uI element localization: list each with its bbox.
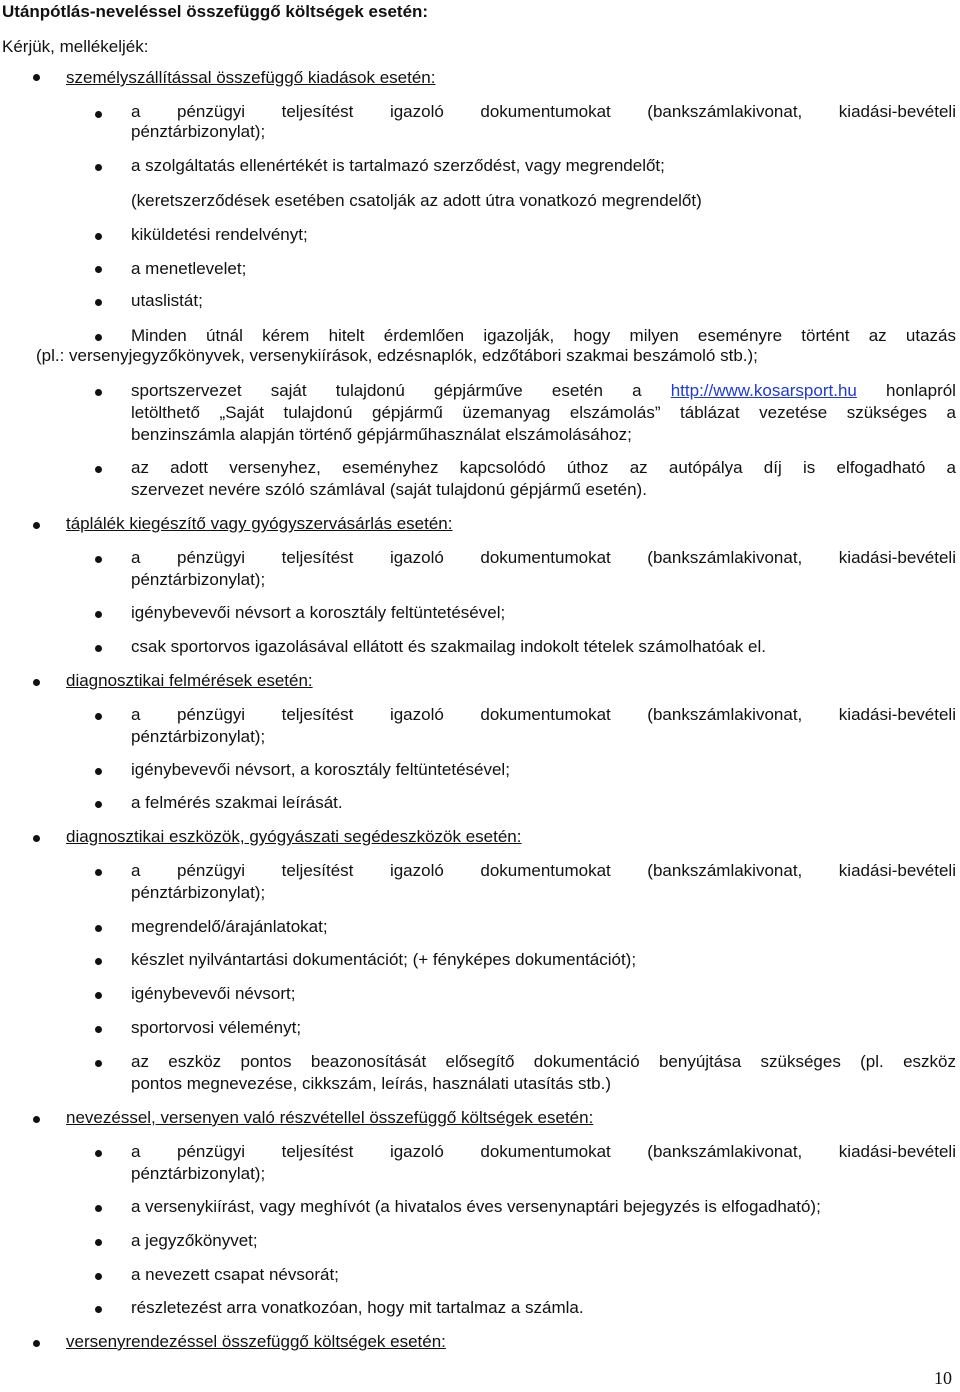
- bullet-icon: [95, 266, 102, 273]
- bullet-icon: [33, 835, 40, 842]
- list-item-cont: pénztárbizonylat);: [131, 883, 266, 902]
- section-heading-5: nevezéssel, versenyen való részvétellel összefüggő költségek esetén:: [66, 1108, 594, 1127]
- list-item: a versenykiírást, vagy meghívót (a hivatalos éves versenynaptári bejegyzés is elfogadható);: [131, 1197, 821, 1216]
- bullet-icon: [95, 611, 102, 618]
- list-item: a nevezett csapat névsorát;: [131, 1265, 339, 1284]
- list-item-cont: pénztárbizonylat);: [131, 727, 266, 746]
- list-item: [131, 381, 956, 401]
- list-item-cont: szervezet nevére szóló számlával (saját tulajdonú gépjármű esetén).: [131, 480, 647, 499]
- list-item: az adott versenyhez, eseményhez kapcsolódó úthoz az autópálya díj is elfogadható a: [131, 458, 956, 477]
- list-item: a szolgáltatás ellenértékét is tartalmazó szerződést, vagy megrendelőt;: [131, 156, 665, 175]
- list-item: igénybevevői névsort a korosztály feltüntetésével;: [131, 603, 506, 622]
- bullet-icon: [95, 111, 102, 118]
- list-item-cont: pénztárbizonylat);: [131, 122, 266, 141]
- bullet-icon: [95, 164, 102, 171]
- list-item-text: honlapról: [886, 381, 956, 400]
- section-heading-3: diagnosztikai felmérések esetén:: [66, 671, 313, 690]
- list-item: Minden útnál kérem hitelt érdemlően igazolják, hogy milyen eseményre történt az utazás: [131, 326, 956, 345]
- list-item-cont: (pl.: versenyjegyzőkönyvek, versenykiírások, edzésnaplók, edzőtábori szakmai beszámoló stb.);: [36, 346, 758, 365]
- list-item: csak sportorvos igazolásával ellátott és szakmailag indokolt tételek számolhatóak el.: [131, 637, 766, 656]
- bullet-icon: [95, 768, 102, 775]
- list-item-text: sportszervezet saját tulajdonú gépjárműve esetén a: [131, 381, 642, 400]
- bullet-icon: [95, 869, 102, 876]
- bullet-icon: [95, 556, 102, 563]
- bullet-icon: [95, 992, 102, 999]
- list-item: részletezést arra vonatkozóan, hogy mit tartalmaz a számla.: [131, 1298, 584, 1317]
- list-item: a jegyzőkönyvet;: [131, 1231, 258, 1250]
- list-item-note: (keretszerződések esetében csatolják az adott útra vonatkozó megrendelőt): [131, 191, 702, 210]
- bullet-icon: [33, 74, 40, 81]
- section-heading-2: táplálék kiegészítő vagy gyógyszervásárlás esetén:: [66, 514, 453, 533]
- list-item-cont: pénztárbizonylat);: [131, 570, 266, 589]
- bullet-icon: [95, 466, 102, 473]
- list-item-cont: pontos megnevezése, cikkszám, leírás, használati utasítás stb.): [131, 1074, 612, 1093]
- bullet-icon: [95, 1273, 102, 1280]
- list-item: kiküldetési rendelvényt;: [131, 225, 308, 244]
- section-heading-4: diagnosztikai eszközök, gyógyászati segédeszközök esetén:: [66, 827, 522, 846]
- bullet-icon: [95, 389, 102, 396]
- section-heading-6: versenyrendezéssel összefüggő költségek esetén:: [66, 1332, 446, 1351]
- bullet-icon: [95, 233, 102, 240]
- list-item: a felmérés szakmai leírását.: [131, 793, 343, 812]
- bullet-icon: [95, 299, 102, 306]
- list-item: az eszköz pontos beazonosítását elősegítő dokumentáció benyújtása szükséges (pl. eszköz: [131, 1052, 956, 1071]
- list-item: megrendelő/árajánlatokat;: [131, 917, 328, 936]
- list-item-cont: pénztárbizonylat);: [131, 1164, 266, 1183]
- section-heading-1: személyszállítással összefüggő kiadások esetén:: [66, 68, 436, 87]
- list-item: utaslistát;: [131, 291, 203, 310]
- bullet-icon: [95, 1026, 102, 1033]
- list-item: a menetlevelet;: [131, 259, 247, 278]
- list-item: a pénzügyi teljesítést igazoló dokumentumokat (bankszámlakivonat, kiadási-bevételi: [131, 1142, 956, 1161]
- list-item: készlet nyilvántartási dokumentációt; (+ fényképes dokumentációt);: [131, 950, 637, 969]
- page-number: 10: [934, 1368, 952, 1388]
- list-item-cont: letölthető „Saját tulajdonú gépjármű üzemanyag elszámolás” táblázat vezetése szükséges a: [131, 403, 956, 422]
- list-item: sportorvosi véleményt;: [131, 1018, 302, 1037]
- bullet-icon: [95, 801, 102, 808]
- list-item: a pénzügyi teljesítést igazoló dokumentumokat (bankszámlakivonat, kiadási-bevételi: [131, 102, 956, 121]
- bullet-icon: [95, 645, 102, 652]
- bullet-icon: [95, 925, 102, 932]
- bullet-icon: [95, 958, 102, 965]
- bullet-icon: [33, 522, 40, 529]
- bullet-icon: [33, 1116, 40, 1123]
- list-item-cont: benzinszámla alapján történő gépjárműhasználat elszámolásához;: [131, 425, 632, 444]
- list-item: igénybevevői névsort;: [131, 984, 296, 1003]
- list-item: a pénzügyi teljesítést igazoló dokumentumokat (bankszámlakivonat, kiadási-bevételi: [131, 548, 956, 567]
- bullet-icon: [95, 1150, 102, 1157]
- bullet-icon: [95, 1060, 102, 1067]
- page-title: Utánpótlás-neveléssel összefüggő költségek esetén:: [2, 2, 429, 21]
- bullet-icon: [95, 1239, 102, 1246]
- bullet-icon: [95, 1306, 102, 1313]
- list-item: a pénzügyi teljesítést igazoló dokumentumokat (bankszámlakivonat, kiadási-bevételi: [131, 861, 956, 880]
- bullet-icon: [95, 1205, 102, 1212]
- bullet-icon: [33, 1340, 40, 1347]
- list-item: igénybevevői névsort, a korosztály feltüntetésével;: [131, 760, 510, 779]
- bullet-icon: [95, 334, 102, 341]
- intro-text: Kérjük, mellékeljék:: [2, 37, 149, 56]
- bullet-icon: [33, 679, 40, 686]
- bullet-icon: [95, 713, 102, 720]
- list-item: a pénzügyi teljesítést igazoló dokumentumokat (bankszámlakivonat, kiadási-bevételi: [131, 705, 956, 724]
- kosarsport-link[interactable]: http://www.kosarsport.hu: [670, 381, 857, 400]
